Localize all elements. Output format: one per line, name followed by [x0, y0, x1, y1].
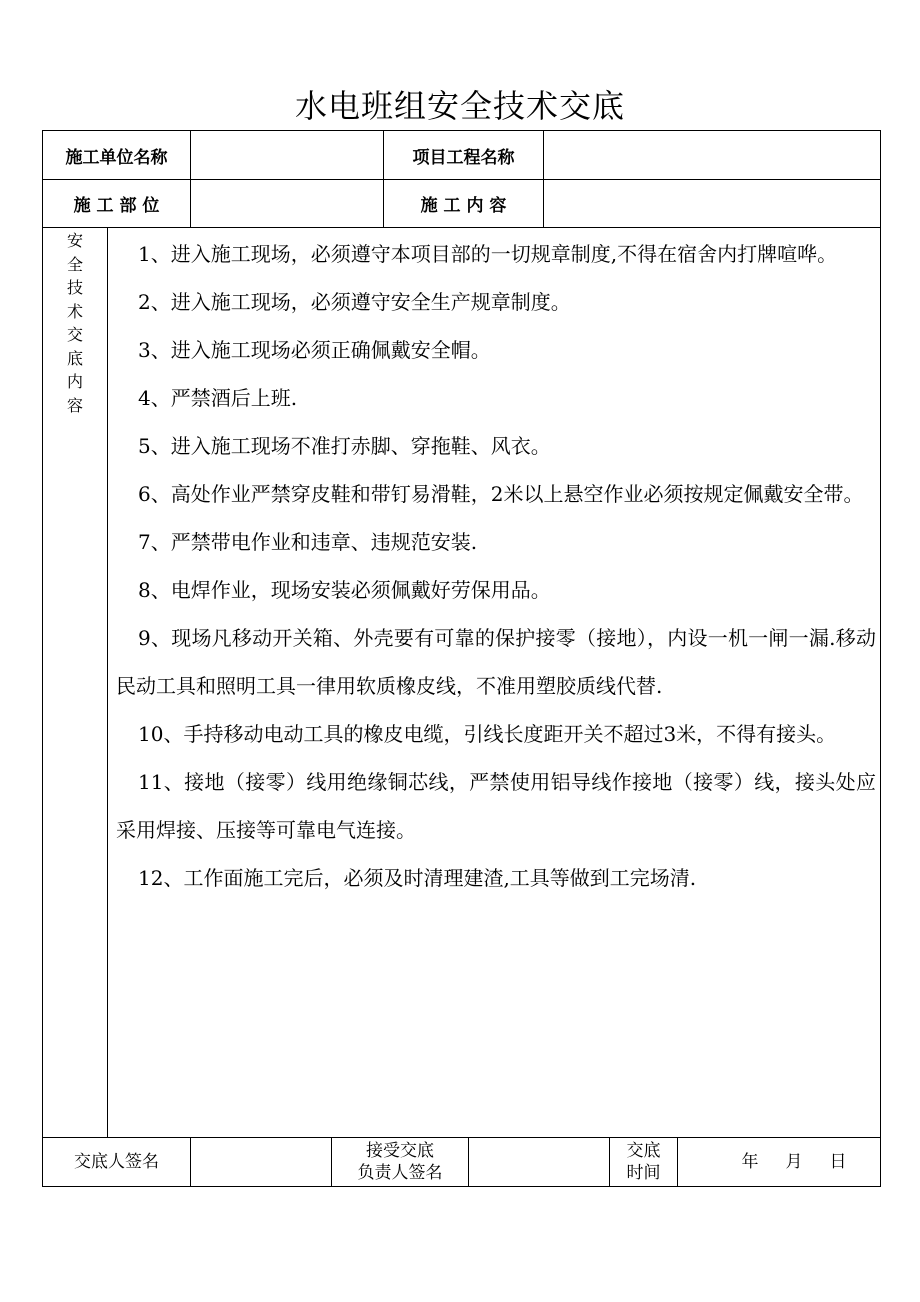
signer-label: 交底人签名: [74, 1152, 159, 1172]
project-name-field[interactable]: [544, 131, 880, 179]
construction-part-field[interactable]: [191, 180, 383, 227]
side-label-char: 交: [66, 325, 83, 344]
safety-item: 8、电焊作业，现场安装必须佩戴好劳保用品。: [138, 578, 551, 602]
construction-content-label: 施 工 内 容: [420, 196, 507, 216]
safety-item: 4、严禁酒后上班.: [138, 386, 298, 410]
side-label-char: 安: [66, 231, 83, 250]
side-label-char: 全: [66, 254, 83, 274]
side-label-char: 术: [66, 301, 83, 321]
construction-part-label: 施 工 部 位: [73, 196, 160, 216]
time-label-line: 时间: [626, 1163, 661, 1183]
safety-item: 12、工作面施工完后，必须及时清理建渣,工具等做到工完场清.: [138, 866, 697, 890]
document-title: 水电班组安全技术交底: [294, 87, 625, 125]
side-label-char: 底: [66, 348, 83, 368]
safety-item: 10、手持移动电动工具的橡皮电缆，引线长度距开关不超过3米，不得有接头。: [138, 722, 837, 746]
receiver-label: [332, 1138, 468, 1186]
side-label-char: 内: [66, 372, 83, 391]
safety-item: 2、进入施工现场，必须遵守安全生产规章制度。: [138, 290, 571, 314]
receiver-signature-field[interactable]: [469, 1138, 609, 1186]
safety-items-list: [116, 230, 876, 902]
day-label: 日: [829, 1152, 847, 1172]
construction-content-field[interactable]: [544, 180, 880, 227]
disclosure-form: [42, 130, 881, 1187]
time-label-line: 交底: [626, 1141, 661, 1161]
safety-item: 11、接地（接零）线用绝缘铜芯线，严禁使用铝导线作接地（接零）线，接头处应采用焊接、压接等可靠电气连接。: [116, 770, 876, 842]
side-label-char: 技: [66, 278, 83, 297]
safety-item: 3、进入施工现场必须正确佩戴安全帽。: [138, 338, 491, 362]
row-divider: [43, 227, 880, 228]
unit-name-label: 施工单位名称: [65, 147, 168, 168]
safety-item: 1、进入施工现场，必须遵守本项目部的一切规章制度,不得在宿舍内打牌喧哗。: [138, 242, 838, 266]
signer-signature-field[interactable]: [191, 1138, 331, 1186]
receiver-label-line: 接受交底: [366, 1141, 434, 1161]
year-label: 年: [741, 1152, 759, 1172]
unit-name-field[interactable]: [191, 131, 383, 179]
disclosure-time-label: [610, 1138, 677, 1186]
project-name-label: 项目工程名称: [412, 147, 515, 168]
safety-item: 5、进入施工现场不准打赤脚、穿拖鞋、风衣。: [138, 434, 551, 458]
safety-item: 9、现场凡移动开关箱、外壳要有可靠的保护接零（接地），内设一机一闸一漏.移动民动工具和照明工具一律用软质橡皮线，不准用塑胶质线代替.: [116, 626, 876, 698]
col-divider: [107, 227, 108, 1137]
side-label-char: 容: [66, 395, 83, 415]
safety-item: 7、严禁带电作业和违章、违规范安装.: [138, 530, 478, 554]
month-label: 月: [785, 1152, 803, 1172]
safety-item: 6、高处作业严禁穿皮鞋和带钉易滑鞋，2米以上悬空作业必须按规定佩戴安全带。: [138, 482, 864, 506]
safety-content-side-label: [43, 229, 107, 417]
disclosure-date-field[interactable]: [678, 1138, 880, 1186]
receiver-label-line: 负责人签名: [357, 1163, 443, 1183]
